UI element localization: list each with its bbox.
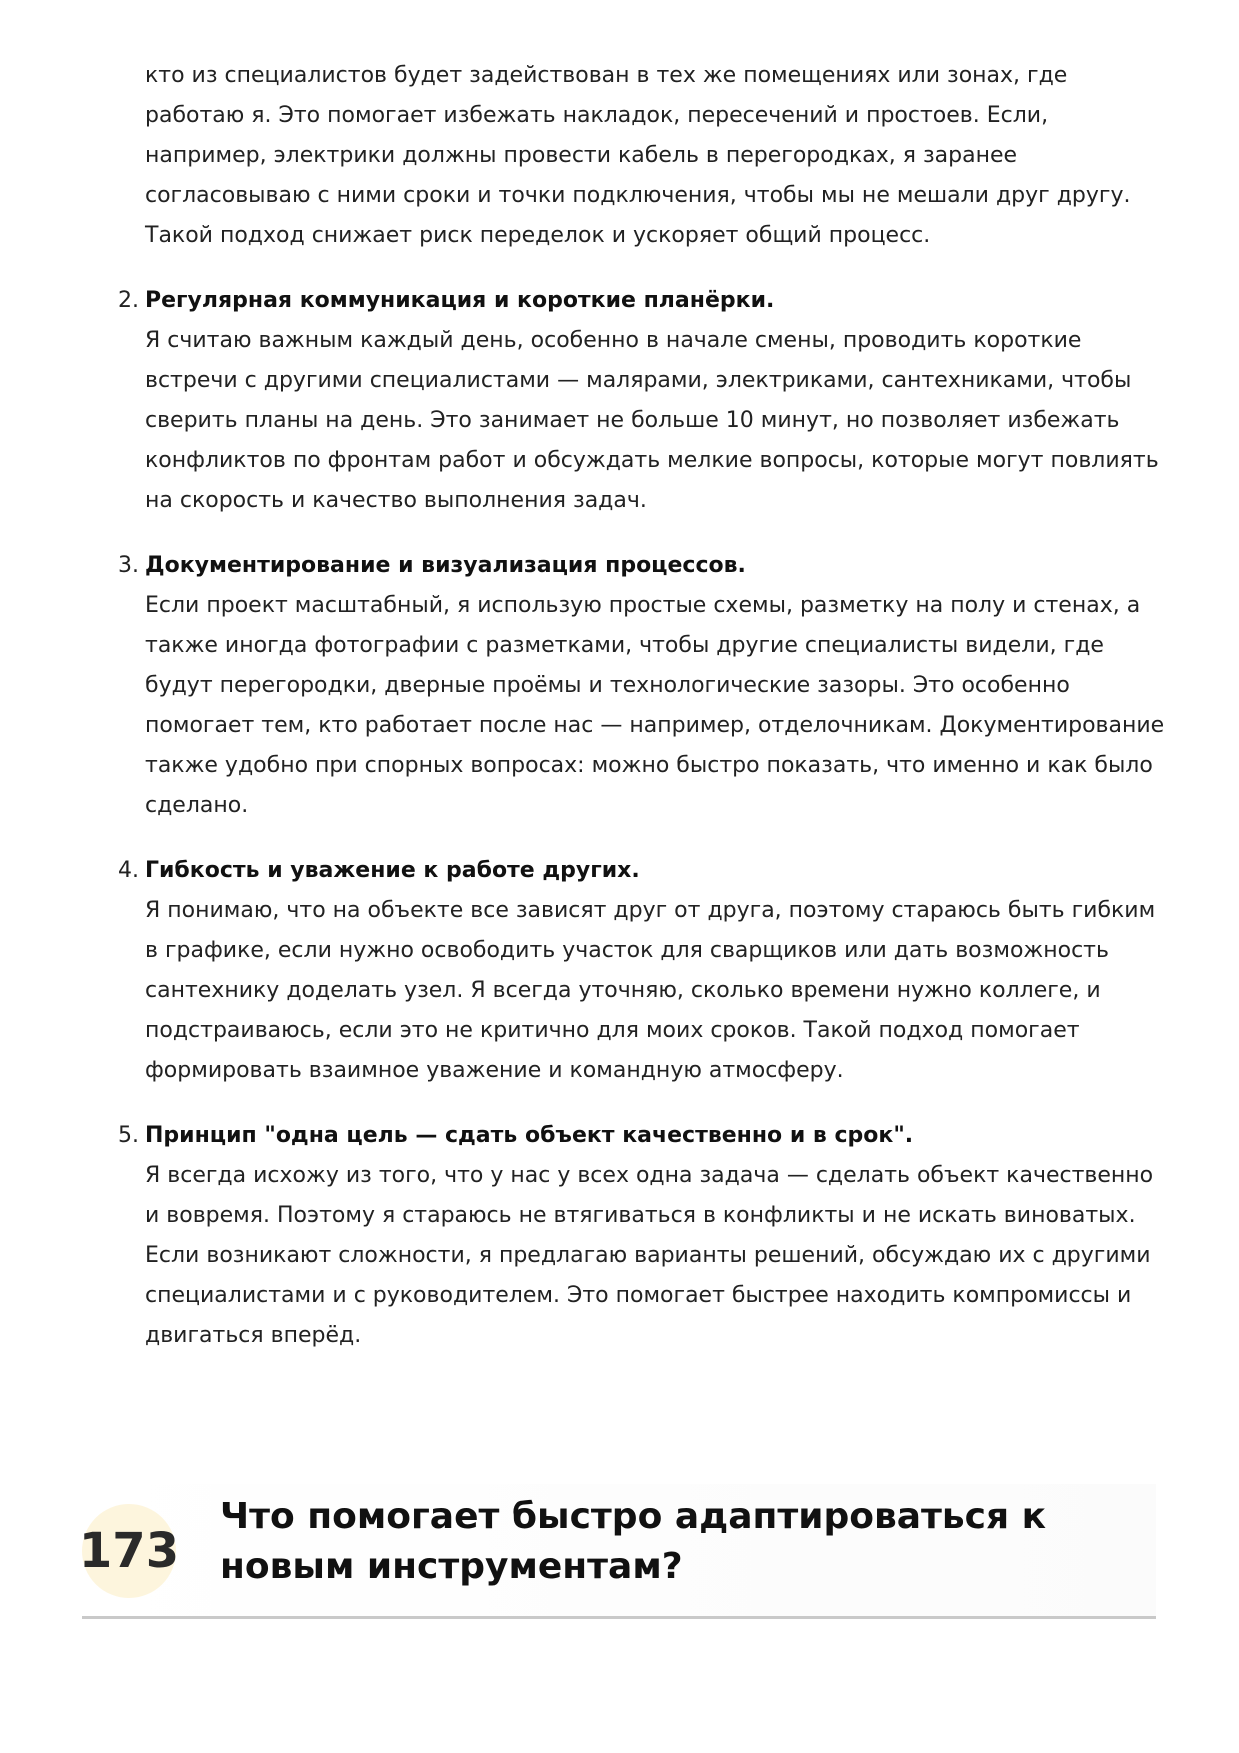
list-item-body: Я понимаю, что на объекте все зависят друг от друга, поэтому стараюсь быть гибким в графике, если нужно освободить участок для сварщиков или дать возможность сантехнику доделать узел. Я всегда уточняю, сколько времени нужно коллеге, и подстраиваюсь, если это не критично для моих сроков. Такой подход помогает формировать взаимное уважение и командную атмосферу. bbox=[145, 898, 1156, 1083]
list-item-title: Регулярная коммуникация и короткие планёрки. bbox=[145, 288, 775, 313]
list-item bbox=[118, 1116, 1168, 1356]
intro-paragraph: кто из специалистов будет задействован в тех же помещениях или зонах, где работаю я. Это помогает избежать накладок, пересечений и простоев. Если, например, электрики должны провести кабель в перегородках, я заранее согласовываю с ними сроки и точки подключения, чтобы мы не мешали друг другу. Такой подход снижает риск переделок и ускоряет общий процесс. bbox=[145, 63, 1131, 248]
list-item-body: Если проект масштабный, я использую простые схемы, разметку на полу и стенах, а также иногда фотографии с разметками, чтобы другие специалисты видели, где будут перегородки, дверные проёмы и технологические зазоры. Это особенно помогает тем, кто работает после нас — например, отделочникам. Документирование также удобно при спорных вопросах: можно быстро показать, что именно и как было сделано. bbox=[145, 593, 1165, 818]
list-item-number: 4. bbox=[118, 858, 139, 883]
list-item-number: 3. bbox=[118, 553, 139, 578]
list-item-body: Я всегда исхожу из того, что у нас у всех одна задача — сделать объект качественно и вовремя. Поэтому я стараюсь не втягиваться в конфликты и не искать виноватых. Если возникают сложности, я предлагаю варианты решений, обсуждаю их с другими специалистами и с руководителем. Это помогает быстрее находить компромиссы и двигаться вперёд. bbox=[145, 1163, 1154, 1348]
list-item-title: Гибкость и уважение к работе других. bbox=[145, 858, 640, 883]
list-item-title: Принцип "одна цель — сдать объект качественно и в срок". bbox=[145, 1123, 914, 1148]
list-item bbox=[118, 546, 1168, 826]
document-body bbox=[118, 56, 1168, 1356]
list-item-title: Документирование и визуализация процессов. bbox=[145, 553, 746, 578]
list-item-number: 2. bbox=[118, 288, 139, 313]
question-header bbox=[78, 1484, 1156, 1619]
question-title: Что помогает быстро адаптироваться к новым инструментам? bbox=[220, 1496, 1047, 1587]
list-item bbox=[118, 281, 1168, 521]
list-item bbox=[118, 851, 1168, 1091]
list-item-body: Я считаю важным каждый день, особенно в начале смены, проводить короткие встречи с другими специалистами — малярами, электриками, сантехниками, чтобы сверить планы на день. Это занимает не больше 10 минут, но позволяет избежать конфликтов по фронтам работ и обсуждать мелкие вопросы, которые могут повлиять на скорость и качество выполнения задач. bbox=[145, 328, 1159, 513]
list-item-number: 5. bbox=[118, 1123, 139, 1148]
question-number-badge: 173 bbox=[82, 1504, 176, 1598]
